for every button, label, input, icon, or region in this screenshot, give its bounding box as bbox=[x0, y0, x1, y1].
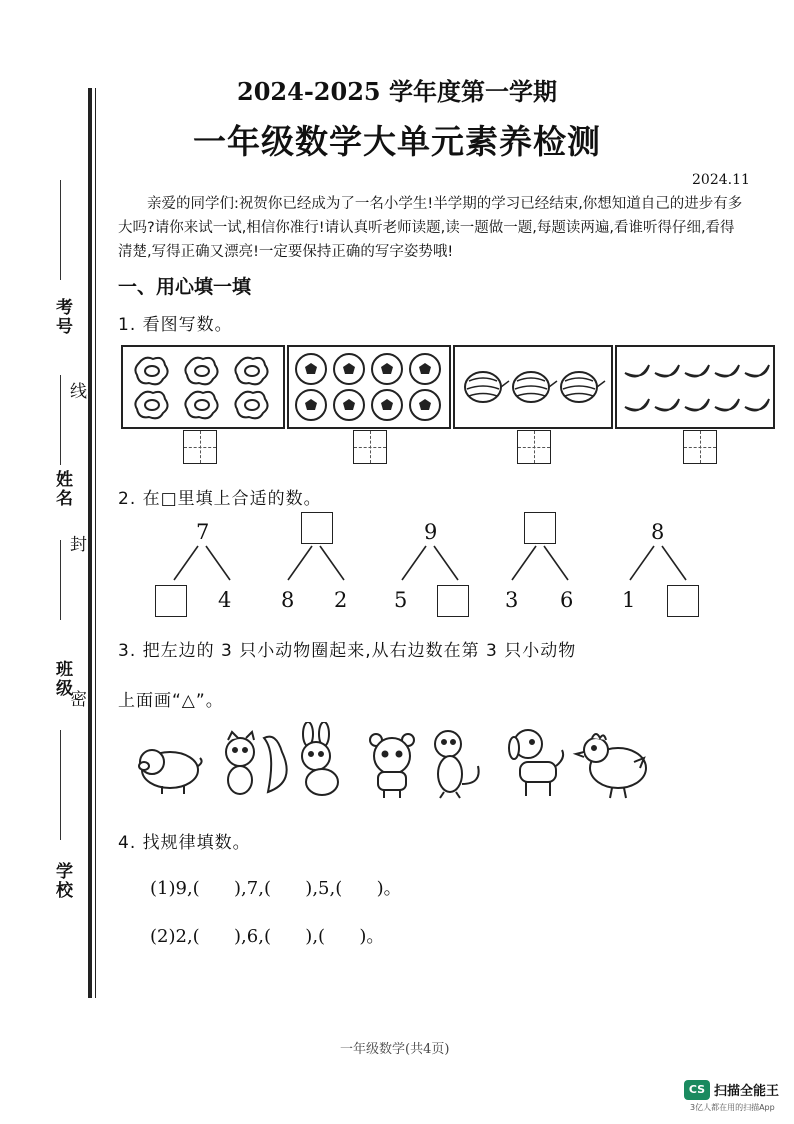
tree1-left-box[interactable] bbox=[155, 585, 187, 617]
tree2-top-box[interactable] bbox=[301, 512, 333, 544]
scanner-tagline: 3亿人都在用的扫描App bbox=[690, 1103, 775, 1112]
animals-row bbox=[128, 722, 678, 802]
year-title: 2024-2025 学年度第一学期 bbox=[237, 77, 557, 106]
rabbit-icon[interactable] bbox=[302, 722, 338, 795]
intro-text: 亲爱的同学们:祝贺你已经成为了一名小学生!半学期的学习已经结束,你想知道自己的进步有多大吗?请你来试一试,相信你准行!请认真听老师读题,读一题做一题,每题读两遍,看谁听得仔细,看得清楚,写得正确又漂亮!一定要保持正确的写字姿势哦! bbox=[118, 196, 743, 260]
tree1-top: 7 bbox=[196, 520, 210, 544]
exam-no-label: 考号 bbox=[52, 298, 72, 336]
q4-sequence-1[interactable]: (1)9,( ),7,( ),5,( )。 bbox=[150, 878, 402, 899]
secret-label: 密 bbox=[66, 690, 86, 709]
tree4-top-box[interactable] bbox=[524, 512, 556, 544]
scanner-logo: CS bbox=[684, 1080, 710, 1100]
tree5-top: 8 bbox=[651, 520, 665, 544]
q4-label: 4. 找规律填数。 bbox=[118, 833, 251, 853]
name-label: 姓名 bbox=[52, 470, 72, 508]
q3-label: 3. 把左边的 3 只小动物圈起来,从右边数在第 3 只小动物 bbox=[118, 641, 577, 661]
seal-label: 封 bbox=[66, 535, 86, 554]
tree2-right: 2 bbox=[334, 588, 348, 612]
tree1-right: 4 bbox=[218, 588, 232, 612]
chicken-icon[interactable] bbox=[576, 734, 646, 798]
monkey-icon[interactable] bbox=[435, 731, 479, 798]
dog-icon[interactable] bbox=[509, 730, 563, 796]
q2-label: 2. 在□里填上合适的数。 bbox=[118, 489, 322, 509]
q1-label: 1. 看图写数。 bbox=[118, 315, 233, 335]
section-title: 一、用心填一填 bbox=[118, 276, 252, 298]
page-title: 一年级数学大单元素养检测 bbox=[193, 122, 601, 161]
scanner-name: 扫描全能王 bbox=[714, 1084, 780, 1099]
squirrel-icon[interactable] bbox=[226, 732, 287, 794]
tree2-left: 8 bbox=[281, 588, 295, 612]
exam-date: 2024.11 bbox=[692, 172, 750, 188]
school-label: 学校 bbox=[52, 862, 72, 900]
tree5-left: 1 bbox=[622, 588, 636, 612]
cut-line-label: 线 bbox=[66, 382, 86, 401]
tree3-right-box[interactable] bbox=[437, 585, 469, 617]
tree5-right-box[interactable] bbox=[667, 585, 699, 617]
tree3-left: 5 bbox=[394, 588, 408, 612]
pig-icon[interactable] bbox=[139, 750, 202, 794]
tree4-right: 6 bbox=[560, 588, 574, 612]
class-label: 班级 bbox=[52, 660, 72, 698]
tree4-left: 3 bbox=[505, 588, 519, 612]
tree3-top: 9 bbox=[424, 520, 438, 544]
page-footer: 一年级数学(共4页) bbox=[340, 1042, 450, 1057]
bear-icon[interactable] bbox=[370, 734, 414, 798]
q4-sequence-2[interactable]: (2)2,( ),6,( ),( )。 bbox=[150, 926, 385, 947]
q3-label-2: 上面画“△”。 bbox=[118, 691, 224, 711]
